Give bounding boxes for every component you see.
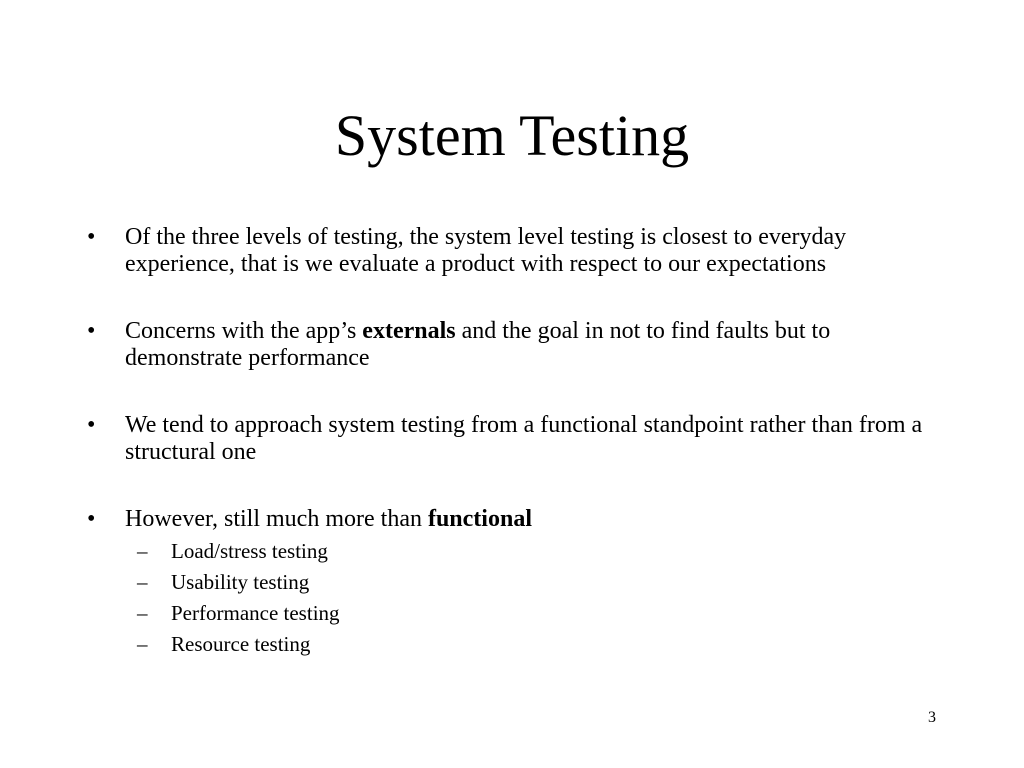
bullet-item xyxy=(87,318,947,372)
bullet-marker: • xyxy=(87,412,96,438)
slide-title: System Testing xyxy=(334,103,690,168)
bullet-text-segment: However, still much more than xyxy=(125,506,428,532)
sub-bullet-text: Resource testing xyxy=(171,632,311,656)
bullet-emphasis: functional xyxy=(427,506,532,532)
page-number: 3 xyxy=(928,709,936,726)
sub-bullet-list xyxy=(125,536,947,660)
sub-bullet-text: Load/stress testing xyxy=(171,539,328,563)
bullet-text-segment: and the goal in not to find faults but to demonstrate performance xyxy=(125,318,831,371)
sub-bullet-marker: – xyxy=(137,632,148,656)
sub-bullet-text: Performance testing xyxy=(171,601,340,625)
sub-bullet-marker: – xyxy=(137,601,148,625)
bullet-item xyxy=(87,506,947,660)
bullet-item xyxy=(87,412,947,466)
bullet-text xyxy=(125,224,846,277)
bullet-text-segment: Concerns with the app’s xyxy=(125,318,363,344)
bullet-list xyxy=(87,224,947,660)
bullet-item xyxy=(87,224,947,278)
bullet-marker: • xyxy=(87,318,96,344)
bullet-text-segment: Of the three levels of testing, the system level testing is closest to everyday experience, that is we evaluate a product with respect to our expectations xyxy=(125,224,847,277)
sub-bullet-marker: – xyxy=(137,570,148,594)
sub-bullet-item xyxy=(87,536,947,567)
sub-bullet-item xyxy=(87,629,947,660)
bullet-text xyxy=(125,412,922,465)
bullet-text xyxy=(125,506,532,532)
bullet-marker: • xyxy=(87,506,96,532)
sub-bullet-item xyxy=(87,598,947,629)
bullet-text xyxy=(125,318,830,371)
sub-bullet-text: Usability testing xyxy=(171,570,310,594)
bullet-text-segment: We tend to approach system testing from a functional standpoint rather than from a structural one xyxy=(125,412,923,465)
bullet-emphasis: externals xyxy=(362,318,456,344)
bullet-marker: • xyxy=(87,224,96,250)
sub-bullet-item xyxy=(87,567,947,598)
sub-bullet-marker: – xyxy=(137,539,148,563)
